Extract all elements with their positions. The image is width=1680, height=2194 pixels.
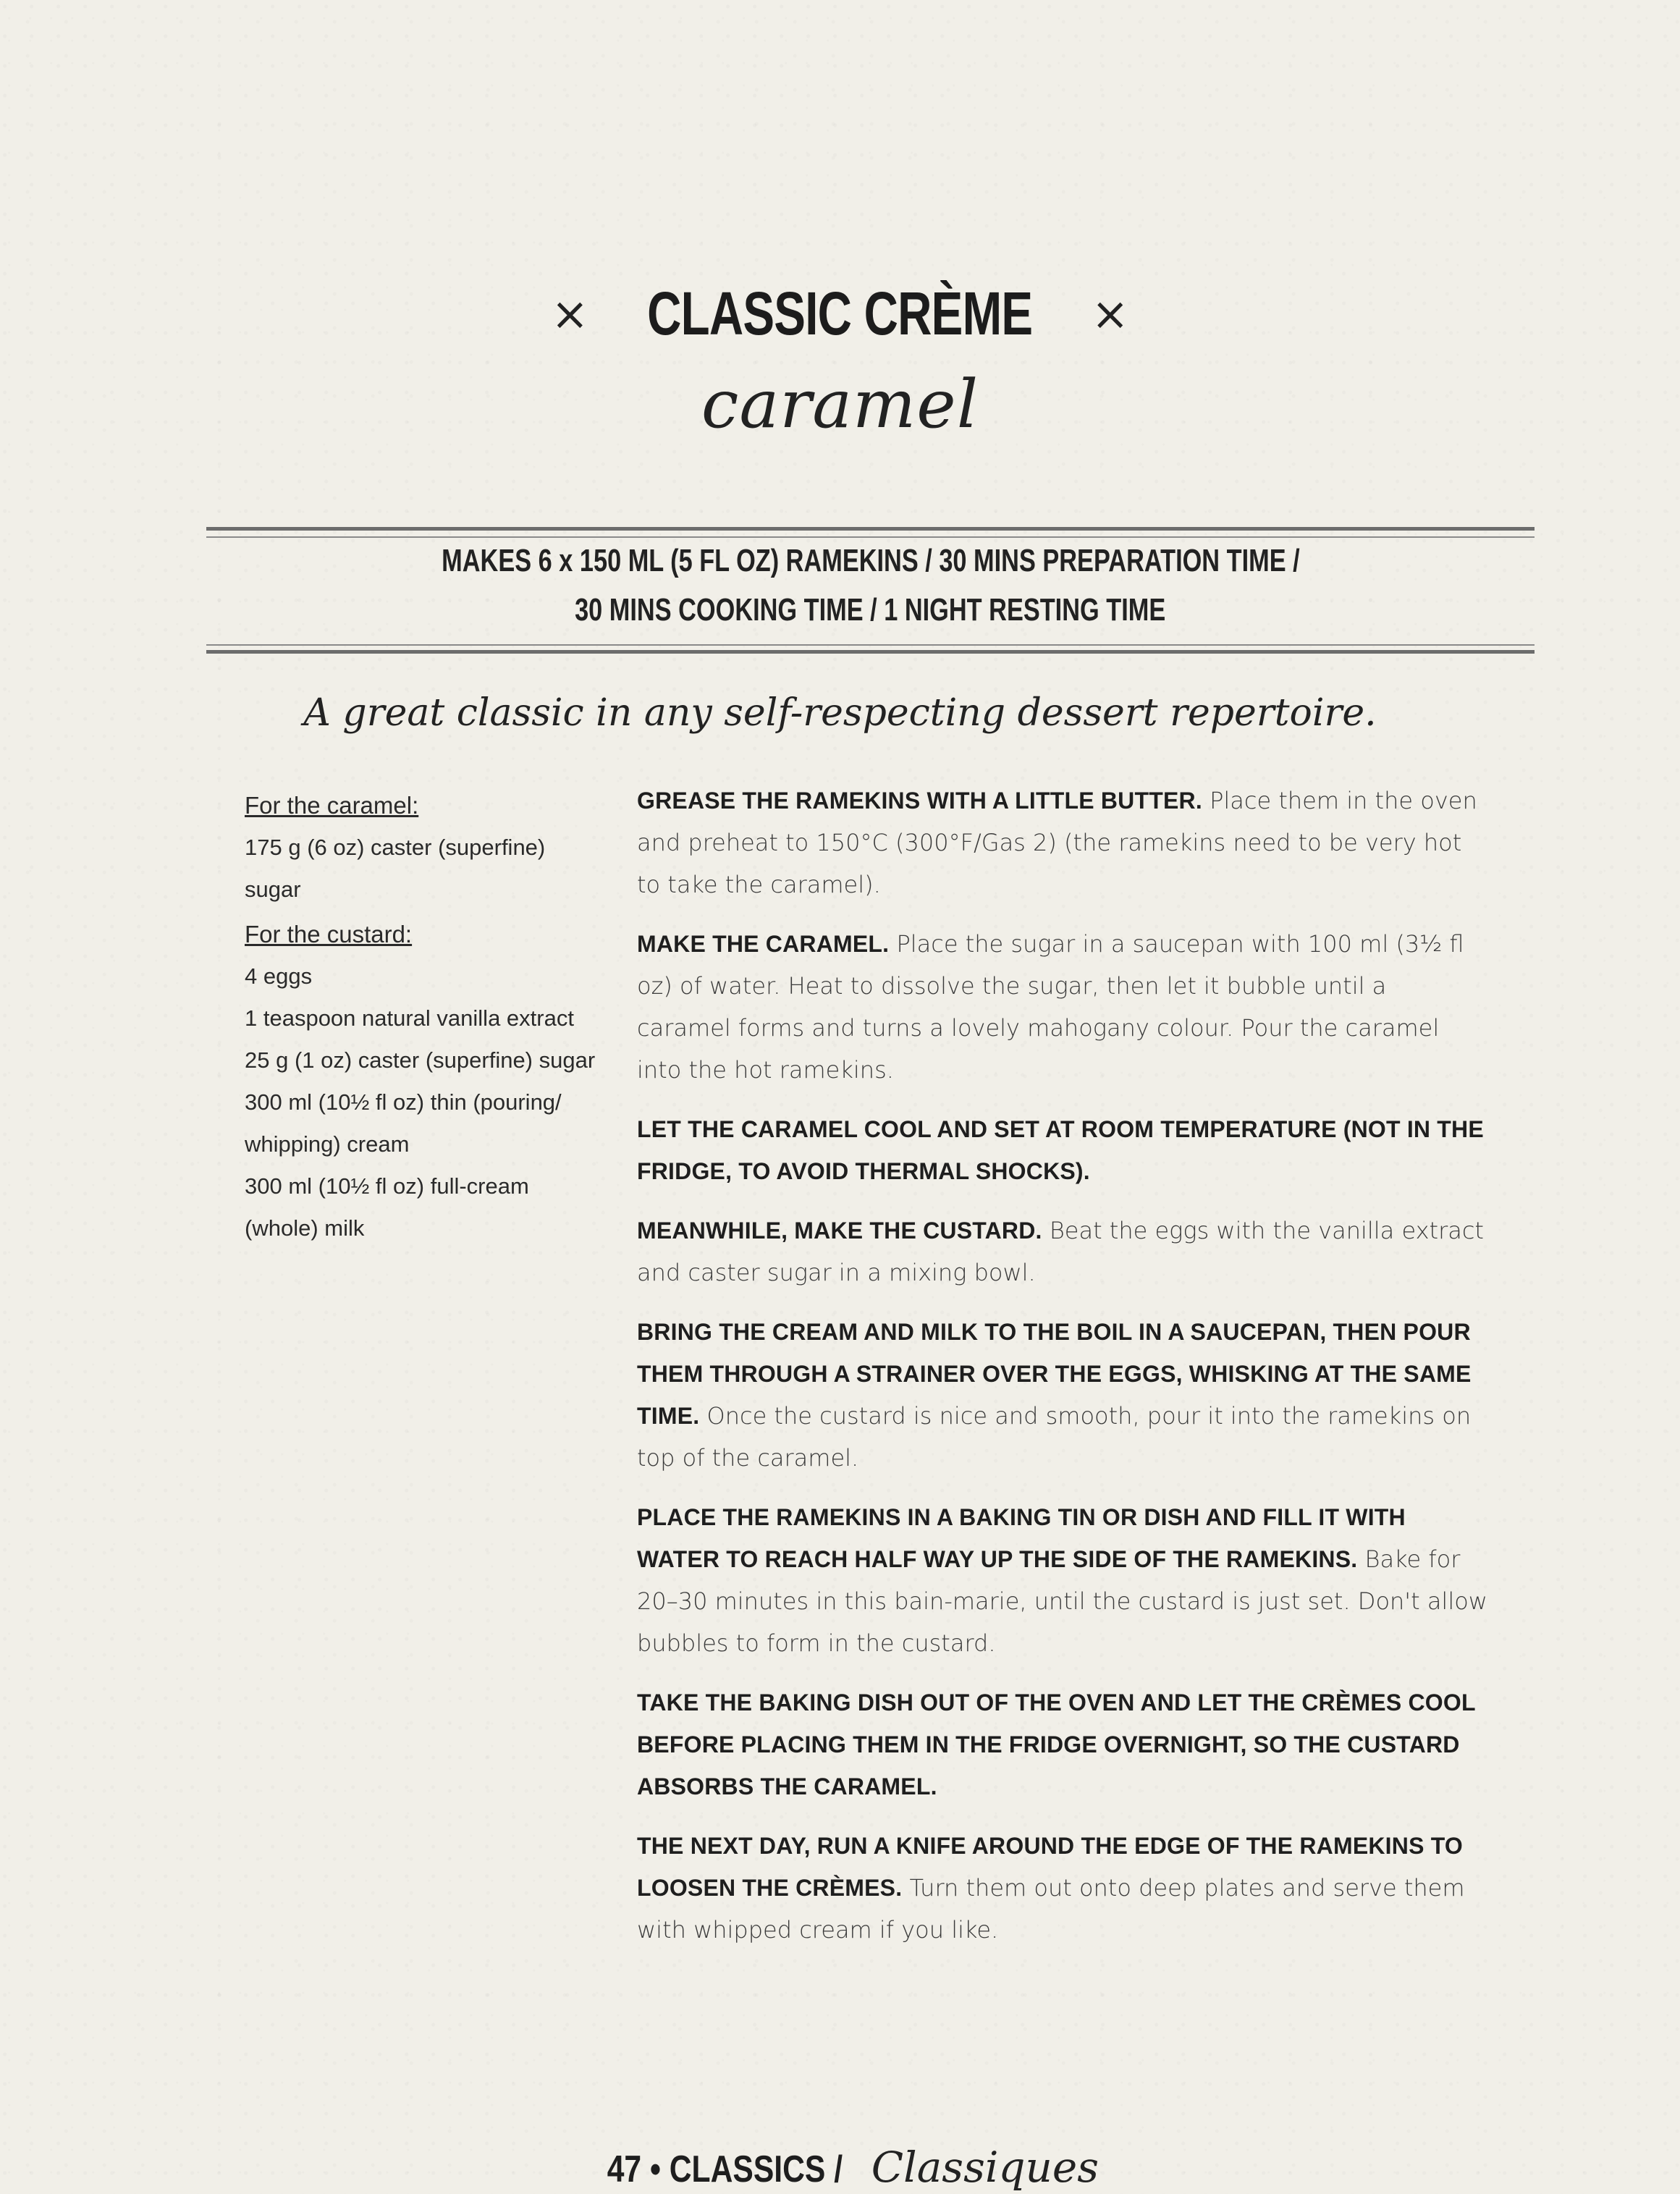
step-lead: PLACE THE RAMEKINS IN A BAKING TIN OR DISH AND FILL IT WITH WATER TO REACH HALF WAY UP THE SIDE OF THE RAMEKINS. [637, 1504, 1406, 1572]
step-lead: MEANWHILE, MAKE THE CUSTARD. [637, 1218, 1042, 1244]
recipe-tagline: A great classic in any self-respecting dessert repertoire. [303, 691, 1377, 735]
page-footer [0, 2143, 1680, 2192]
ingredient-line: whipping) cream [245, 1131, 410, 1157]
ingredient-line: (whole) milk [245, 1215, 365, 1241]
step-lead: LET THE CARAMEL COOL AND SET AT ROOM TEMPERATURE (NOT IN THE FRIDGE, TO AVOID THERMAL SHOCKS). [637, 1116, 1484, 1184]
method-step-2 [637, 923, 1487, 1091]
step-lead: BRING THE CREAM AND MILK TO THE BOIL IN A SAUCEPAN, THEN POUR THEM THROUGH A STRAINER OVER THE EGGS, WHISKING AT THE SAME TIME. [637, 1319, 1472, 1429]
ingredient-line: 4 eggs [245, 963, 313, 989]
step-lead: GREASE THE RAMEKINS WITH A LITTLE BUTTER. [637, 788, 1202, 814]
title-subtitle: caramel [701, 366, 979, 443]
step-text: Bake for 20–30 minutes in this bain-marie, until the custard is just set. Don't allow bubbles to form in the custard. [637, 1545, 1487, 1657]
ingredient-line: 300 ml (10½ fl oz) thin (pouring/ [245, 1089, 562, 1115]
ingredient-line: sugar [245, 877, 301, 902]
ingredient-line: 175 g (6 oz) caster (superfine) [245, 835, 546, 860]
section-script-label: Classiques [871, 2143, 1099, 2192]
ingredient-line: 25 g (1 oz) caster (superfine) sugar [245, 1047, 596, 1073]
yield-info-line-1: MAKES 6 x 150 ML (5 FL OZ) RAMEKINS / 30 MINS PREPARATION TIME / [441, 543, 1300, 578]
step-text: Turn them out onto deep plates and serve them with whipped cream if you like. [637, 1874, 1465, 1944]
step-lead: TAKE THE BAKING DISH OUT OF THE OVEN AND LET THE CRÈMES COOL BEFORE PLACING THEM IN THE FRIDGE OVERNIGHT, SO THE CUSTARD ABSORBS THE CARAMEL. [637, 1689, 1476, 1799]
title-main: CLASSIC CRÈME [647, 279, 1033, 347]
page-number-section: 47 • CLASSICS / [607, 2148, 843, 2190]
method-step-8 [637, 1825, 1487, 1951]
method-step-7 [637, 1682, 1487, 1807]
step-text: Once the custard is nice and smooth, pour it into the ramekins on top of the caramel. [637, 1402, 1472, 1472]
ingredients-list [245, 782, 607, 1249]
cross-ornament-right: × [1091, 287, 1129, 340]
top-rule-thin [206, 536, 1535, 538]
bottom-rule-thick [206, 650, 1535, 654]
method-step-1 [637, 780, 1487, 906]
recipe-title [0, 279, 1680, 349]
step-text: Place the sugar in a saucepan with 100 ml (3½ fl oz) of water. Heat to dissolve the sugar, then let it bubble until a caramel forms and turns a lovely mahogany colour. Pour the caramel into the hot ramekins. [637, 930, 1464, 1084]
method-steps [637, 780, 1487, 1968]
yield-info-line-2: 30 MINS COOKING TIME / 1 NIGHT RESTING TIME [575, 592, 1166, 628]
step-text: Beat the eggs with the vanilla extract and caster sugar in a mixing bowl. [637, 1217, 1484, 1286]
step-text: Place them in the oven and preheat to 150°C (300°F/Gas 2) (the ramekins need to be very hot to take the caramel). [637, 787, 1477, 898]
method-step-6 [637, 1496, 1487, 1664]
top-rule-thick [206, 527, 1535, 531]
ingredient-line: 300 ml (10½ fl oz) full-cream [245, 1173, 529, 1199]
caramel-heading: For the caramel: [245, 792, 419, 819]
method-step-4 [637, 1210, 1487, 1294]
step-lead: THE NEXT DAY, RUN A KNIFE AROUND THE EDGE OF THE RAMEKINS TO LOOSEN THE CRÈMES. [637, 1833, 1463, 1901]
bottom-rule-thin [206, 644, 1535, 646]
method-step-3 [637, 1108, 1487, 1192]
method-step-5 [637, 1311, 1487, 1479]
ingredient-line: 1 teaspoon natural vanilla extract [245, 1005, 574, 1031]
cross-ornament-left: × [551, 287, 589, 340]
custard-heading: For the custard: [245, 921, 413, 948]
step-lead: MAKE THE CARAMEL. [637, 931, 890, 957]
